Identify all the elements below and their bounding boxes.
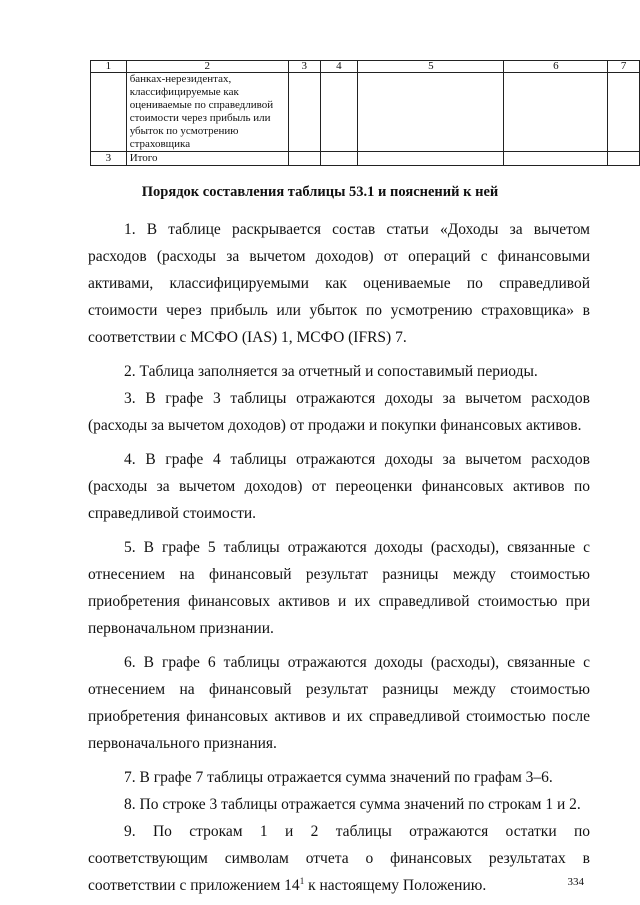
value-cell [608,73,640,152]
value-cell [320,73,358,152]
paragraph-tail: к настоящему Положению. [304,877,487,894]
paragraph: 6. В графе 6 таблицы отражаются доходы (расходы), связанные с отнесением на финансовый результат разницы между стоимостью приобретения финансовых активов и их справедливой стоимостью после первоначального признания. [88,654,590,752]
footnote-superscript: 1 [299,875,305,886]
header-cell: 1 [91,61,127,73]
value-cell [320,152,358,166]
paragraph: 2. Таблица заполняется за отчетный и сопоставимый периоды. [124,363,538,380]
value-cell [358,152,504,166]
header-cell: 3 [288,61,320,73]
paragraph: 1. В таблице раскрывается состав статьи «Доходы за вычетом расходов (расходы за вычетом доходов) от операций с финансовыми активами, классифицируемыми как оцениваемые по справедливой стоимости через прибыль или убыток по усмотрению страховщика» в соответствии с МСФО (IAS) 1, МСФО (IFRS) 7. [88,221,590,346]
paragraph: 3. В графе 3 таблицы отражаются доходы за вычетом расходов (расходы за вычетом доходов) от продажи и покупки финансовых активов. [88,390,590,434]
paragraph-text: 9. По строкам 1 и 2 таблицы отражаются остатки по соответствующим символам отчета о финансовых результатах в соответствии с приложением 14 [88,823,590,894]
header-cell: 7 [608,61,640,73]
paragraph: 4. В графе 4 таблицы отражаются доходы за вычетом расходов (расходы за вычетом доходов) от переоценки финансовых активов по справедливой стоимости. [88,451,590,522]
paragraph: 8. По строке 3 таблицы отражается сумма значений по строкам 1 и 2. [124,796,581,813]
paragraph: 5. В графе 5 таблицы отражаются доходы (расходы), связанные с отнесением на финансовый результат разницы между стоимостью приобретения финансовых активов и их справедливой стоимостью при первоначальном признании. [88,539,590,637]
row-text-cell: банках-нерезидентах, классифицируемые как оцениваемые по справедливой стоимости через прибыль или убыток по усмотрению страховщика [126,73,288,152]
value-cell [358,73,504,152]
row-number-cell: 3 [91,152,127,166]
value-cell [504,73,608,152]
value-cell [608,152,640,166]
page-number: 334 [567,876,584,888]
header-cell: 4 [320,61,358,73]
body-text [88,216,590,899]
header-cell: 2 [126,61,288,73]
value-cell [288,152,320,166]
row-number-cell [91,73,127,152]
header-cell: 5 [358,61,504,73]
header-cell: 6 [504,61,608,73]
row-text-cell: Итого [126,152,288,166]
value-cell [288,73,320,152]
data-table [90,60,640,166]
section-heading: Порядок составления таблицы 53.1 и пояснений к ней [141,184,499,200]
paragraph [88,818,590,899]
table-row [91,73,640,152]
table-row [91,152,640,166]
table-header-row [91,61,640,73]
value-cell [504,152,608,166]
paragraph: 7. В графе 7 таблицы отражается сумма значений по графам 3–6. [124,769,553,786]
